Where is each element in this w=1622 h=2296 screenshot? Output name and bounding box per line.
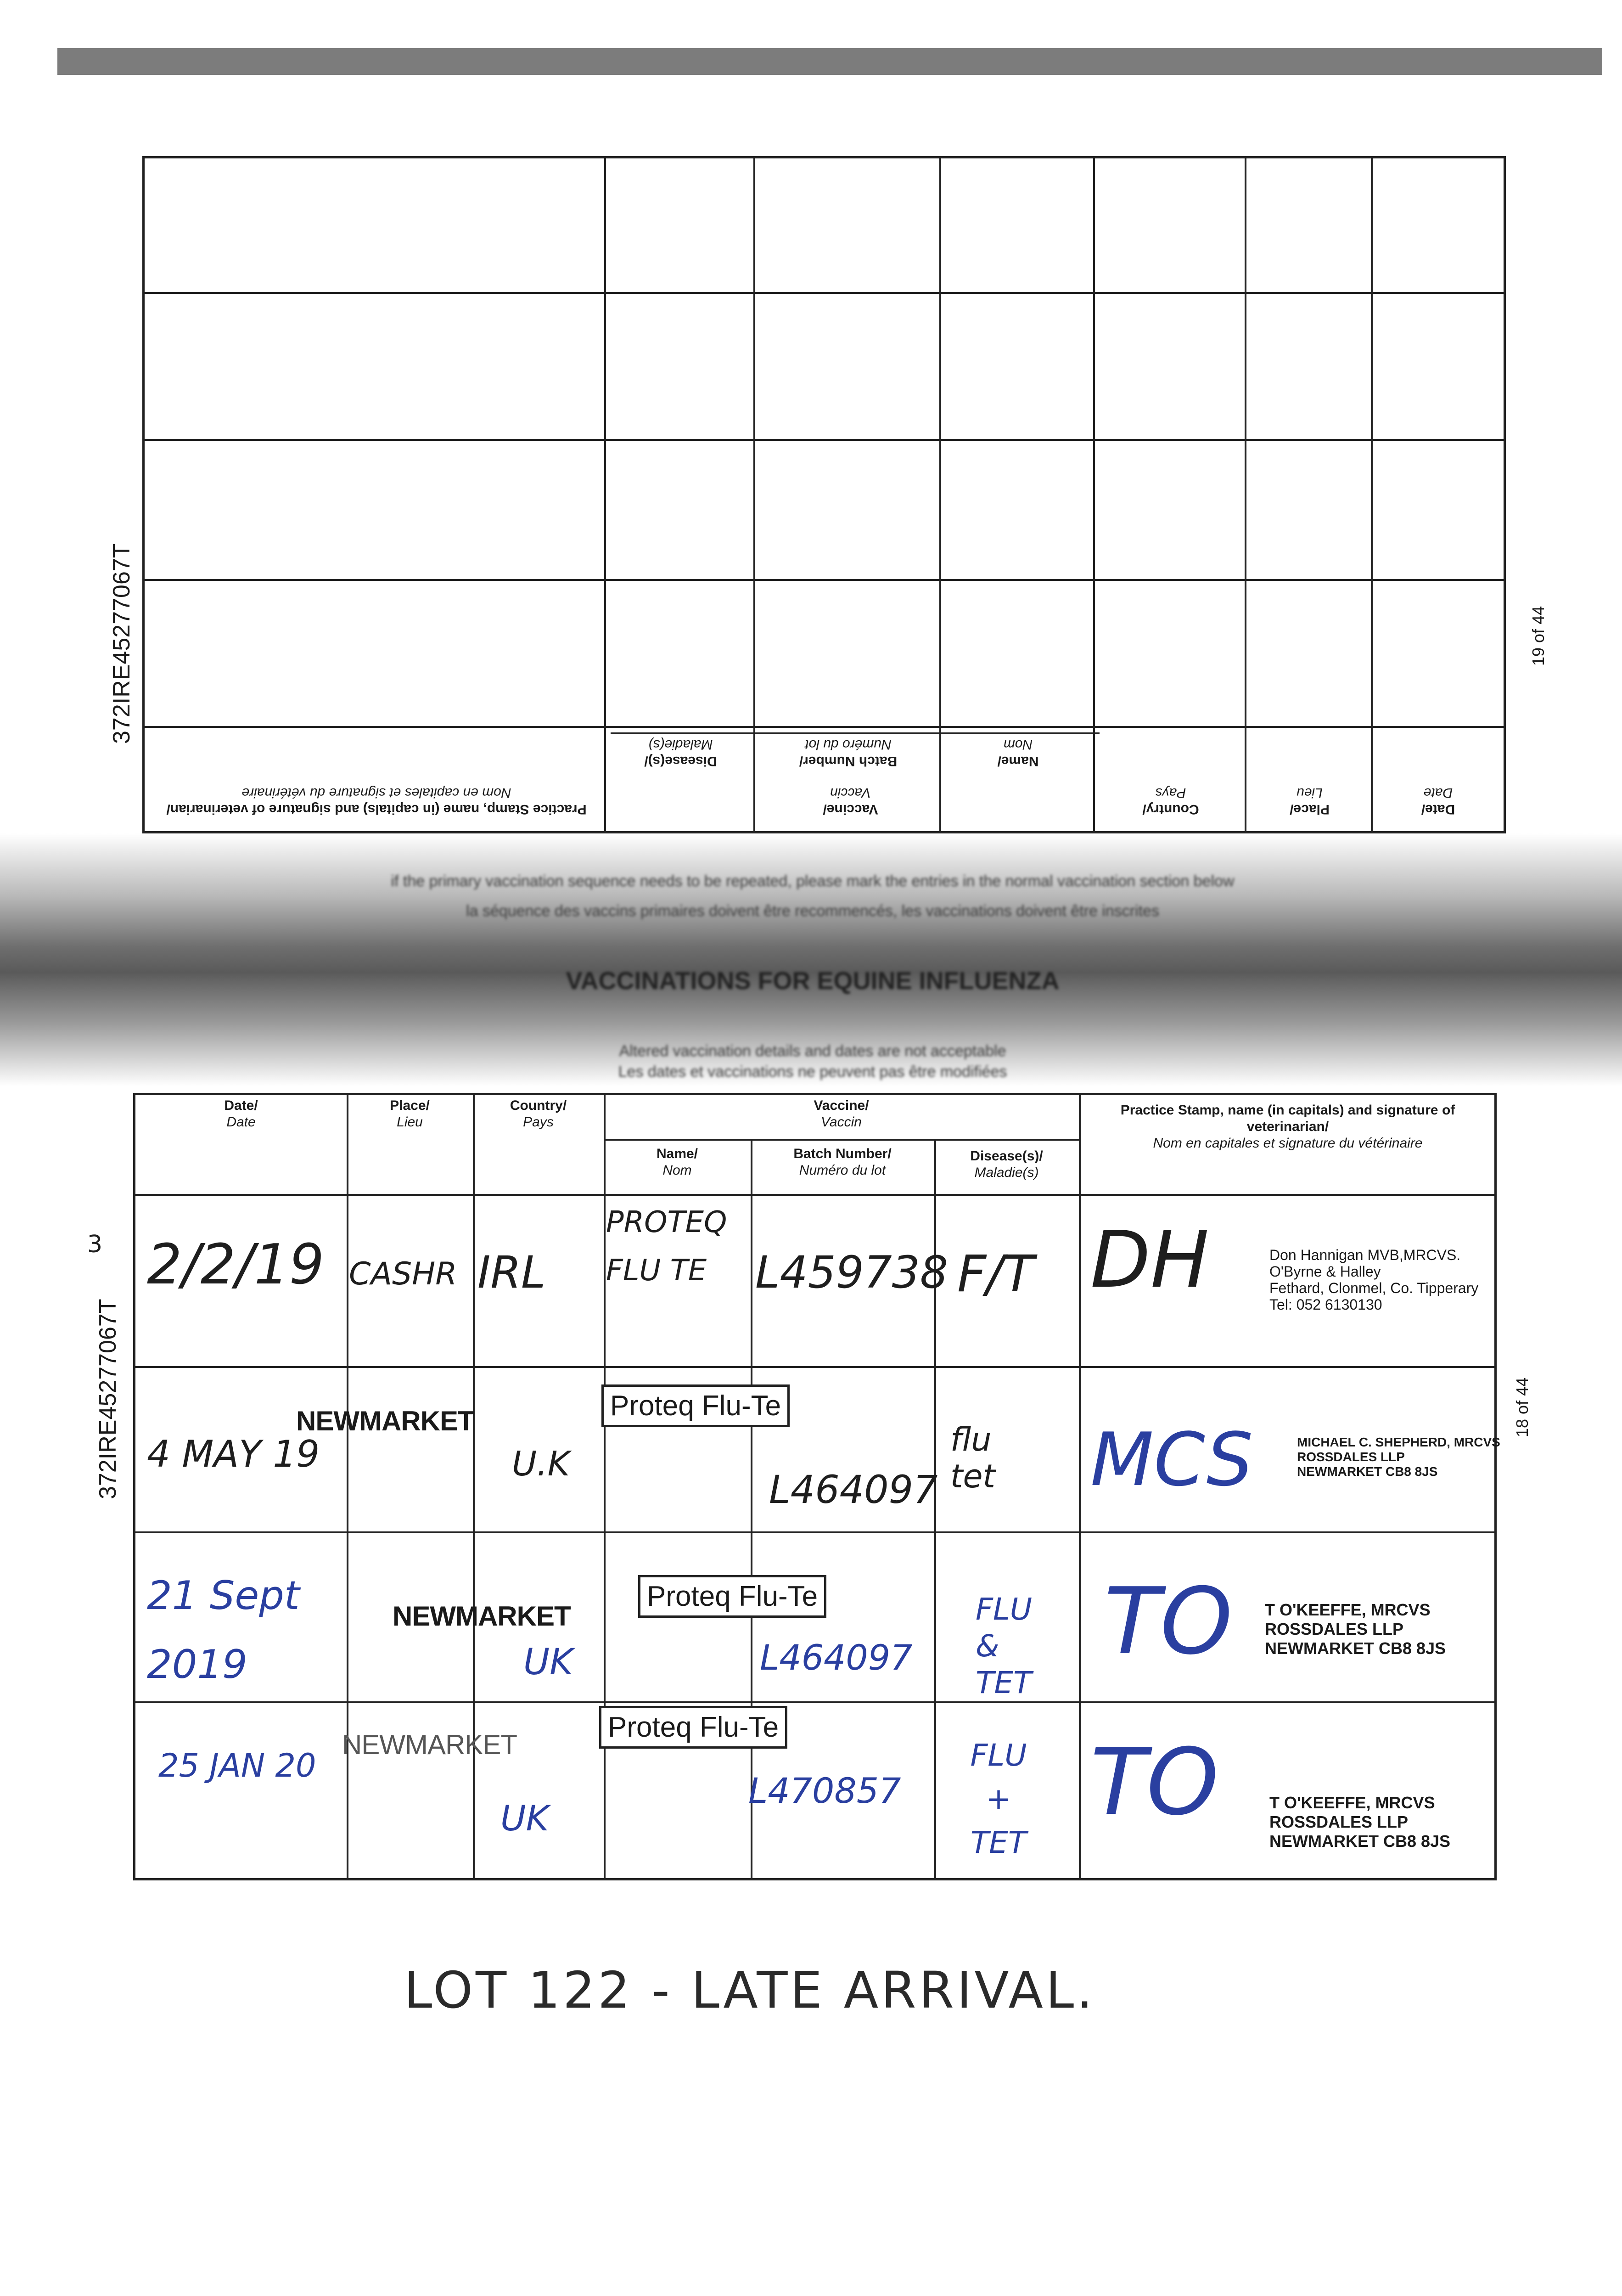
row-line <box>145 292 1504 294</box>
col-line <box>604 1095 606 1878</box>
col-line <box>939 158 941 831</box>
row2-batch: L464097 <box>769 1467 938 1512</box>
header-disease: Disease(s)/ Maladie(s) <box>970 1148 1043 1180</box>
row4-vet-stamp: T O'KEEFFE, MRCVS ROSSDALES LLP NEWMARKET CB8 8JS <box>1269 1793 1451 1851</box>
row2-vaccine-name: Proteq Flu-Te <box>601 1384 790 1427</box>
upper-header-place: Place/ Lieu <box>1290 785 1330 817</box>
col-line <box>751 1139 752 1878</box>
vaccination-table <box>133 1093 1500 1880</box>
row4-batch: L470857 <box>748 1770 901 1811</box>
upper-header-disease: Disease(s)/ Maladie(s) <box>644 737 717 769</box>
row2-signature: MCS <box>1090 1417 1253 1503</box>
handwritten-lot-note: LOT 122 - LATE ARRIVAL. <box>404 1961 1096 2020</box>
fold-blur-band <box>0 833 1622 1086</box>
lower-page-number: 18 of 44 <box>1513 1377 1532 1437</box>
row3-signature: TO <box>1104 1568 1233 1675</box>
row1-country: IRL <box>477 1247 546 1298</box>
col-line <box>347 1095 348 1878</box>
col-line <box>1371 158 1373 831</box>
row3-vaccine-name: Proteq Flu-Te <box>638 1575 826 1618</box>
header-country: Country/ Pays <box>510 1098 567 1130</box>
row1-vaccine-name: PROTEQ FLU TE <box>606 1205 727 1288</box>
row-line <box>145 439 1504 441</box>
upper-header-stamp: Practice Stamp, name (in capitals) and signature of veterinarian/ Nom en capitales et signature du vétérinaire <box>166 785 587 817</box>
row3-place: NEWMARKET <box>393 1601 571 1632</box>
header-place: Place/ Lieu <box>390 1098 430 1130</box>
col-line <box>473 1095 475 1878</box>
row2-vet-stamp: MICHAEL C. SHEPHERD, MRCVS ROSSDALES LLP NEWMARKET CB8 8JS <box>1297 1435 1500 1479</box>
row4-vaccine-name: Proteq Flu-Te <box>599 1706 787 1749</box>
blurred-text-line: Les dates et vaccinations ne peuvent pas être modifiées <box>618 1063 1007 1080</box>
row1-batch: L459738 <box>755 1247 948 1298</box>
header-date: Date/ Date <box>224 1098 258 1130</box>
row-line <box>145 579 1504 581</box>
col-line <box>1093 158 1095 831</box>
header-batch: Batch Number/ Numéro du lot <box>793 1146 892 1178</box>
margin-mark: 3 <box>87 1231 103 1258</box>
upper-header-name: Name/ Nom <box>997 737 1039 769</box>
row-line <box>135 1531 1494 1533</box>
row2-place: NEWMARKET <box>296 1406 474 1436</box>
scan-top-bar <box>57 48 1602 75</box>
lower-passport-number: 372IRE45277067T <box>95 1299 121 1499</box>
vaccine-subheader-line <box>604 1139 1079 1141</box>
row-line <box>135 1366 1494 1368</box>
row-line <box>135 1701 1494 1703</box>
row4-signature: TO <box>1090 1729 1219 1836</box>
row3-batch: L464097 <box>760 1637 913 1678</box>
blurred-section-title: VACCINATIONS FOR EQUINE INFLUENZA <box>566 967 1060 995</box>
row1-place: CASHR <box>349 1256 457 1292</box>
row4-place: NEWMARKET <box>342 1729 517 1760</box>
upper-subheader-line <box>611 732 1100 734</box>
row2-date: 4 MAY 19 <box>147 1433 320 1475</box>
upper-header-batch: Batch Number/ Numéro du lot <box>799 737 898 769</box>
upper-page-number: 19 of 44 <box>1529 606 1548 666</box>
blurred-text-line: if the primary vaccination sequence needs to be repeated, please mark the entries in the normal vaccination section below <box>391 872 1235 890</box>
row1-date: 2/2/19 <box>147 1233 325 1297</box>
header-stamp: Practice Stamp, name (in capitals) and signature of veterinarian/ Nom en capitales et signature du vétérinaire <box>1120 1103 1455 1151</box>
row3-country: UK <box>523 1642 573 1683</box>
header-name: Name/ Nom <box>656 1146 698 1178</box>
row4-date: 25 JAN 20 <box>158 1747 316 1784</box>
row3-disease: FLU & TET <box>976 1592 1033 1700</box>
row2-country: U.K <box>512 1444 570 1484</box>
row1-vet-stamp: Don Hannigan MVB,MRCVS. O'Byrne & Halley Fethard, Clonmel, Co. Tipperary Tel: 052 6130130 <box>1269 1247 1479 1313</box>
row1-signature: DH <box>1090 1215 1209 1306</box>
row4-country: UK <box>500 1798 549 1839</box>
row3-vet-stamp: T O'KEEFFE, MRCVS ROSSDALES LLP NEWMARKET CB8 8JS <box>1265 1600 1446 1658</box>
row3-date: 21 Sept 2019 <box>147 1573 300 1688</box>
col-line <box>1079 1095 1081 1878</box>
upper-header-date: Date/ Date <box>1421 785 1455 817</box>
row-line <box>135 1194 1494 1196</box>
row4-disease: FLU + TET <box>970 1738 1027 1860</box>
col-line <box>753 158 755 831</box>
upper-vaccination-table <box>142 156 1506 833</box>
blurred-text-line: la séquence des vaccins primaires doivent être recommencés, les vaccinations doivent être inscrites <box>466 902 1159 920</box>
upper-passport-number: 372IRE45277067T <box>108 543 135 744</box>
blurred-text-line: Altered vaccination details and dates are not acceptable <box>619 1042 1006 1060</box>
col-line <box>604 158 606 831</box>
row-line <box>145 726 1504 728</box>
col-line <box>1245 158 1246 831</box>
header-vaccine: Vaccine/ Vaccin <box>814 1098 869 1130</box>
row2-disease: flu tet <box>950 1421 995 1495</box>
upper-table-rotated <box>145 158 1504 831</box>
upper-header-vaccine: Vaccine/ Vaccin <box>823 785 878 817</box>
row1-disease: F/T <box>957 1244 1034 1303</box>
upper-header-country: Country/ Pays <box>1142 785 1199 817</box>
